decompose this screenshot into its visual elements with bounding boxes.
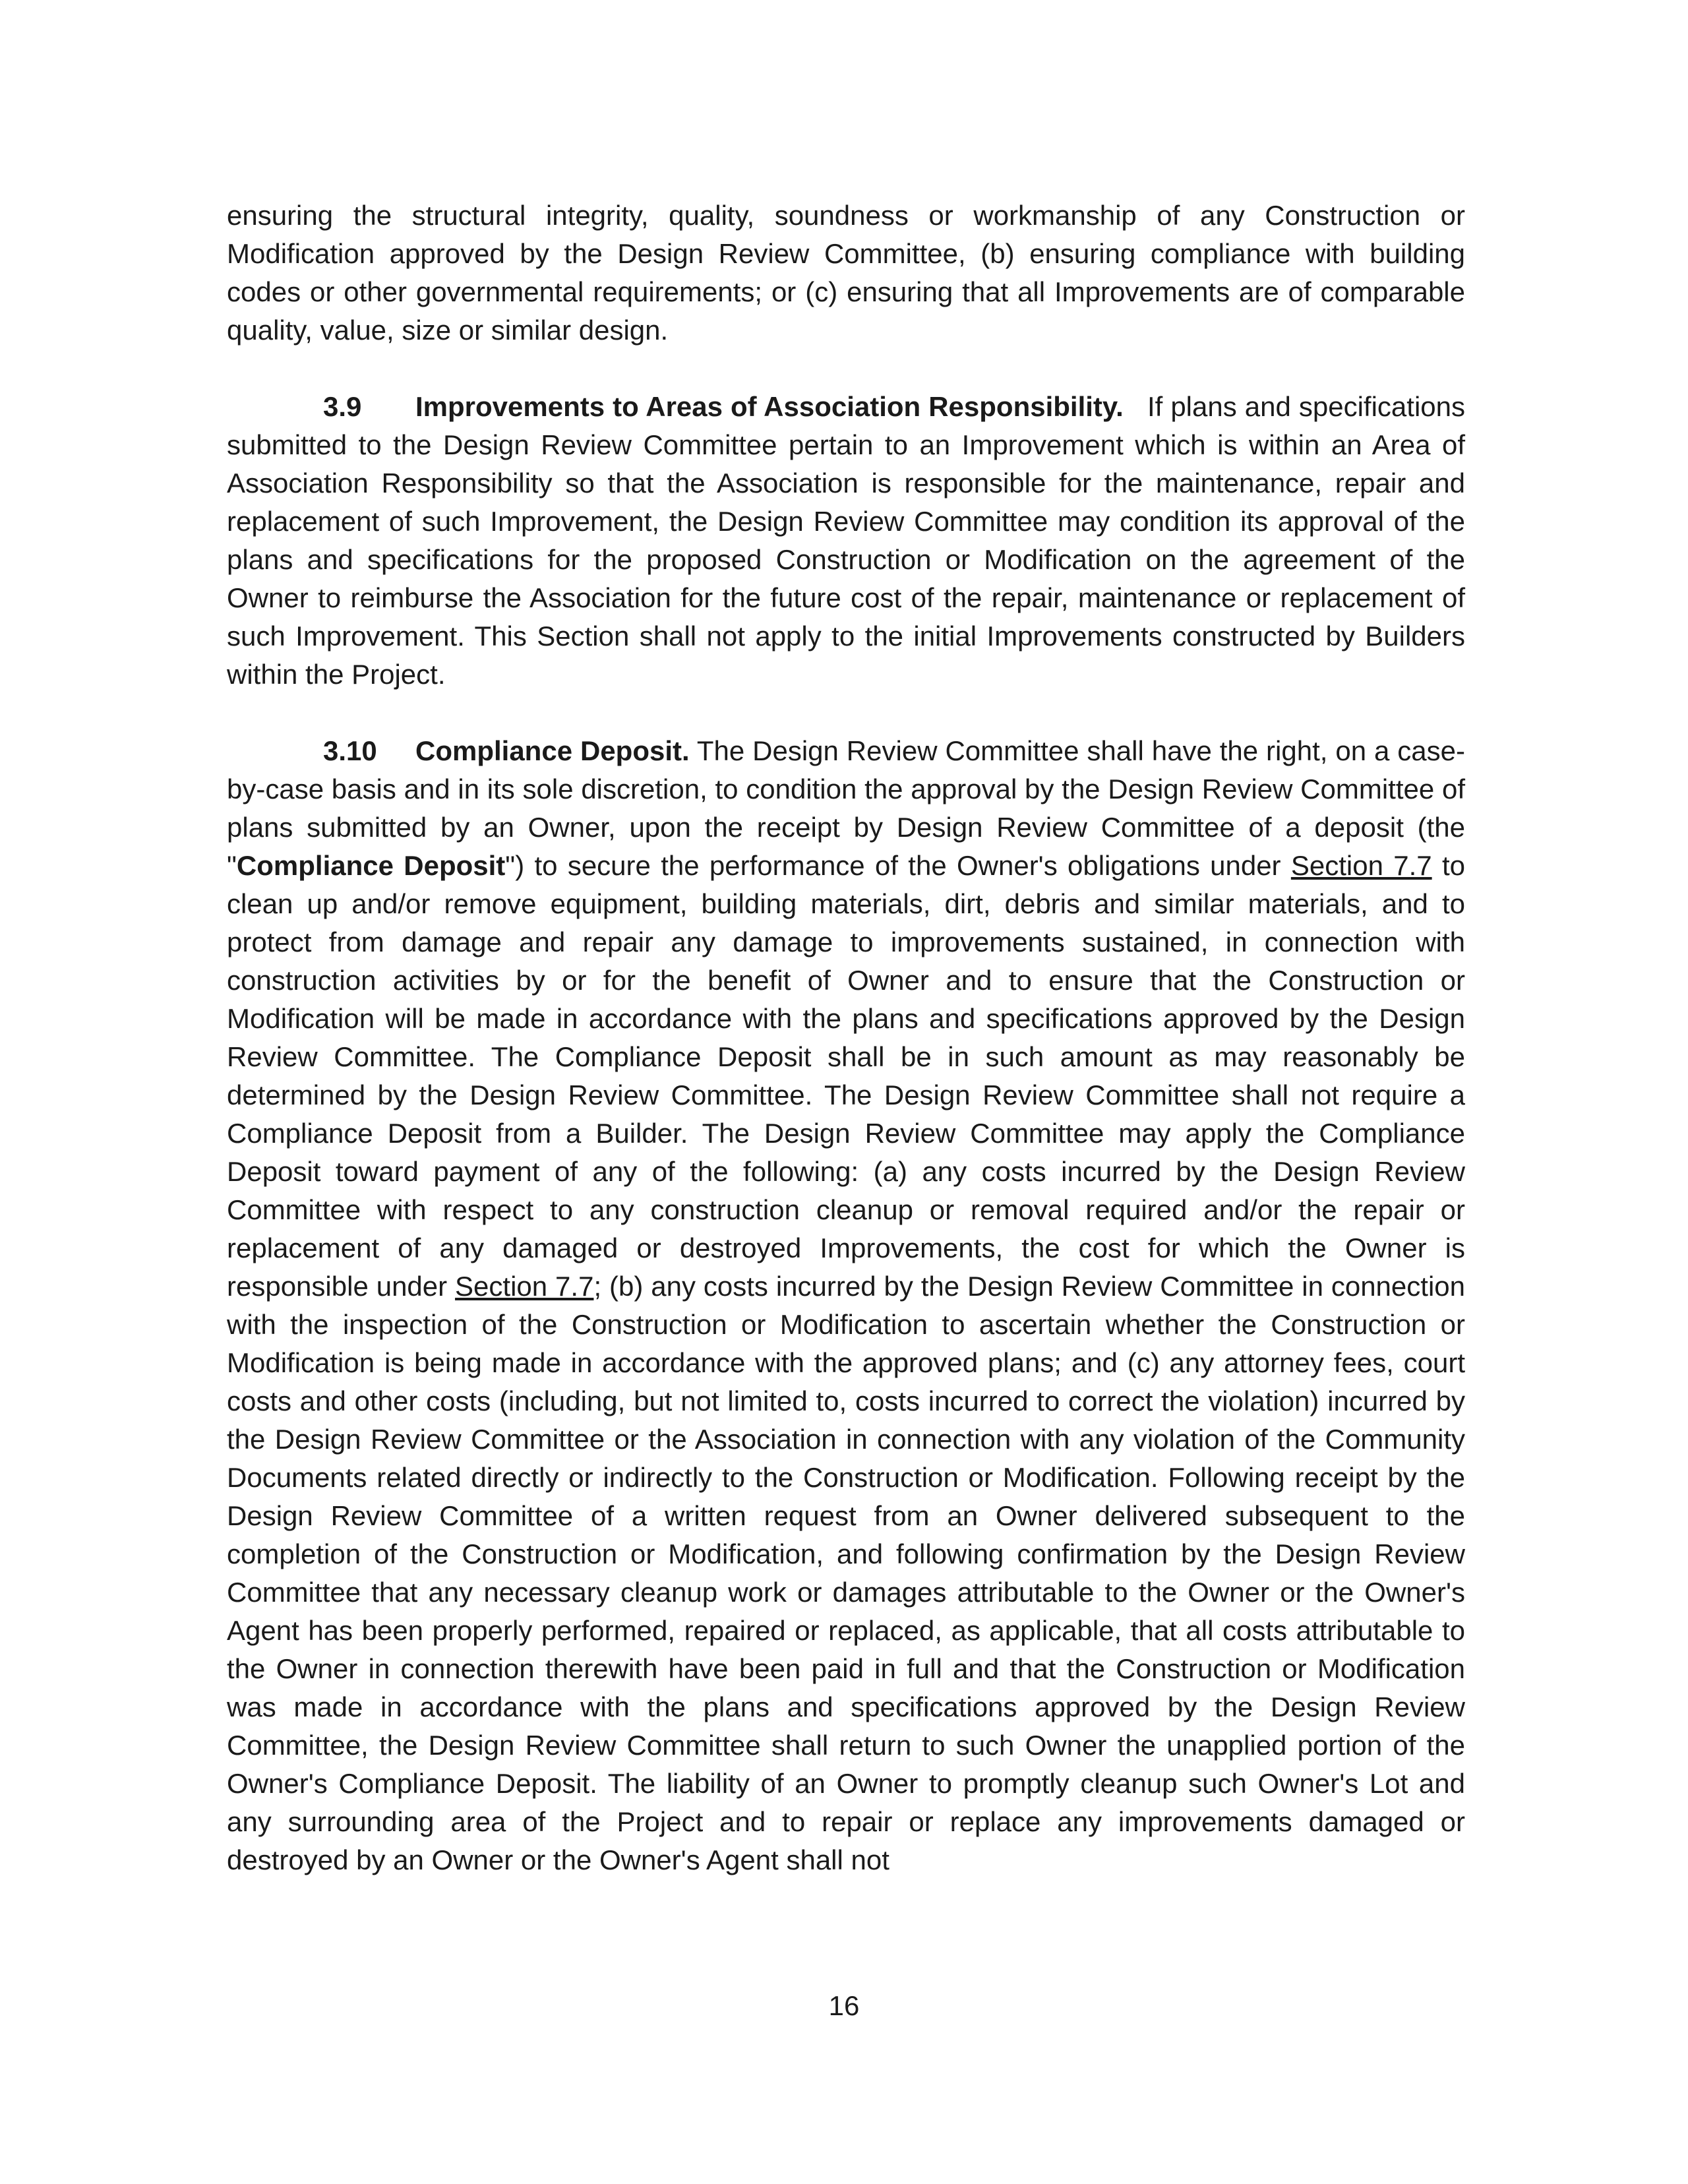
section-3-9-heading: Improvements to Areas of Association Responsibility. xyxy=(415,391,1124,422)
page-number: 16 xyxy=(828,1990,860,2021)
section-3-9 xyxy=(227,388,1465,694)
section-3-10-heading: Compliance Deposit. xyxy=(415,735,690,766)
section-3-10-text-b: ") to secure the performance of the Owner's obligations under xyxy=(505,850,1291,881)
section-3-9-body: If plans and specifications submitted to the Design Review Committee pertain to an Improvement which is within an Area of Association Responsibility so that the Association is responsible for the maintenance, repair and replacement of such Improvement, the Design Review Committee may condition its approval of the plans and specifications for the proposed Construction or Modification on the agreement of the Owner to reimburse the Association for the future cost of the repair, maintenance or replacement of such Improvement. This Section shall not apply to the initial Improvements constructed by Builders within the Project. xyxy=(227,391,1465,690)
intro-paragraph xyxy=(227,197,1465,349)
section-7-7-reference-2[interactable]: Section 7.7 xyxy=(455,1271,594,1302)
section-7-7-reference[interactable]: Section 7.7 xyxy=(1290,850,1432,881)
section-3-10-text-d: ; (b) any costs incurred by the Design Review Committee in connection with the inspection of the Construction or Modification to ascertain whether the Construction or Modification is being made in accordance with the approved plans; and (c) any attorney fees, court costs and other costs (including, but not limited to, costs incurred to correct the violation) incurred by the Design Review Committee or the Association in connection with any violation of the Community Documents related directly or indirectly to the Construction or Modification. Following receipt by the Design Review Committee of a written request from an Owner delivered subsequent to the completion of the Construction or Modification, and following confirmation by the Design Review Committee that any necessary cleanup work or damages attributable to the Owner or the Owner's Agent has been properly performed, repaired or replaced, as applicable, that all costs attributable to the Owner in connection therewith have been paid in full and that the Construction or Modification was made in accordance with the plans and specifications approved by the Design Review Committee, the Design Review Committee shall return to such Owner the unapplied portion of the Owner's Compliance Deposit. The liability of an Owner to promptly cleanup such Owner's Lot and any surrounding area of the Project and to repair or replace any improvements damaged or destroyed by an Owner or the Owner's Agent shall not xyxy=(227,1271,1465,1875)
section-3-9-number: 3.9 xyxy=(323,391,362,422)
defined-term-compliance-deposit: Compliance Deposit xyxy=(236,850,506,881)
section-3-10-text-c: to clean up and/or remove equipment, building materials, dirt, debris and similar materials, and to protect from damage and repair any damage to improvements sustained, in connection with construction activities by or for the benefit of Owner and to ensure that the Construction or Modification will be made in accordance with the plans and specifications approved by the Design Review Committee. The Compliance Deposit shall be in such amount as may reasonably be determined by the Design Review Committee. The Design Review Committee shall not require a Compliance Deposit from a Builder. The Design Review Committee may apply the Compliance Deposit toward payment of any of the following: (a) any costs incurred by the Design Review Committee with respect to any construction cleanup or removal required and/or the repair or replacement of any damaged or destroyed Improvements, the cost for which the Owner is responsible under xyxy=(227,850,1465,1302)
section-3-10 xyxy=(227,732,1465,1879)
section-3-10-number: 3.10 xyxy=(323,735,377,766)
intro-text: ensuring the structural integrity, quality, soundness or workmanship of any Construction or Modification approved by the Design Review Committee, (b) ensuring compliance with building codes or other governmental requirements; or (c) ensuring that all Improvements are of comparable quality, value, size or similar design. xyxy=(227,200,1465,346)
document-page xyxy=(227,197,1465,1918)
section-3-10-text-a: The Design Review Committee shall have the right, on a case-by-case basis and in its sole discretion, to condition the approval by the Design Review Committee of plans submitted by an Owner, upon the receipt by Design Review Committee of a deposit (the " xyxy=(227,735,1465,881)
